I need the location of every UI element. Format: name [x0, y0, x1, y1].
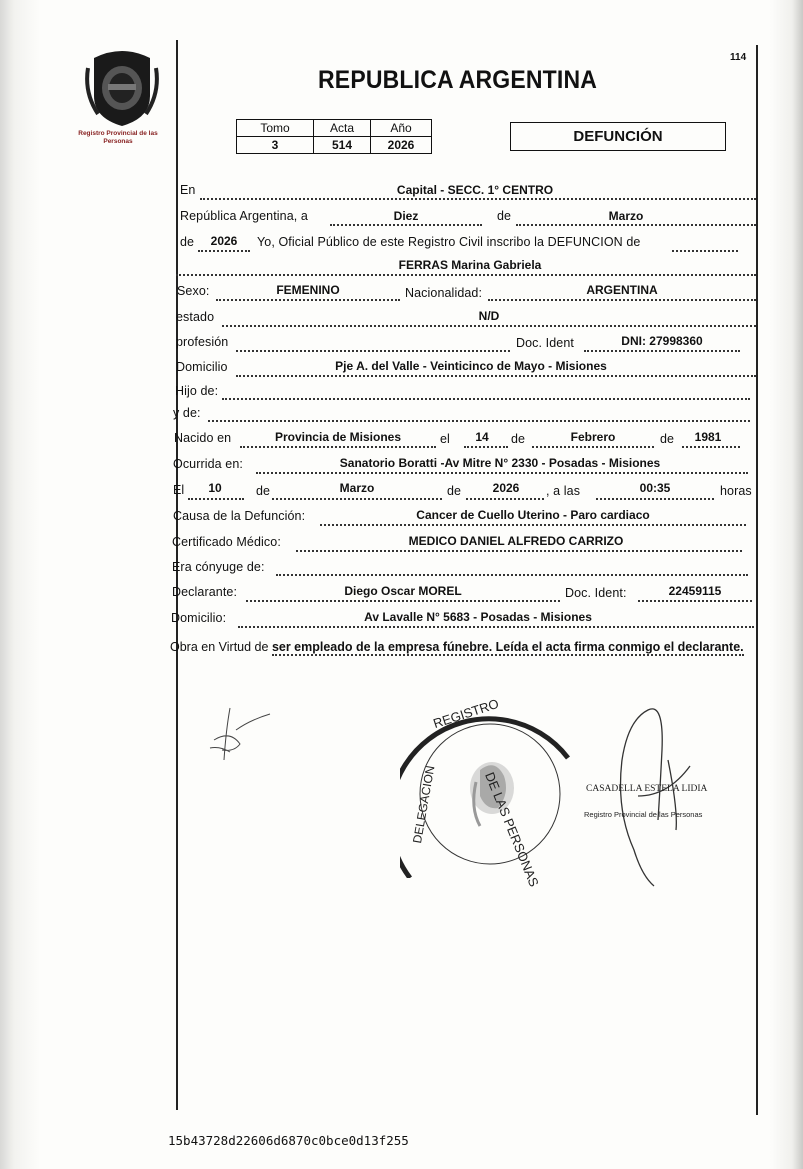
header-anio: Año [371, 120, 432, 137]
header-tomo: Tomo [237, 120, 314, 137]
value-nacido-en: Provincia de Misiones [274, 430, 402, 444]
value-declarante: Diego Oscar MOREL [344, 584, 462, 598]
dotted-line [216, 299, 400, 301]
label-profesion: profesión [176, 335, 229, 349]
label-hijo-de: Hijo de: [175, 384, 219, 398]
official-signature-icon [598, 700, 708, 890]
value-nombre: FERRAS Marina Gabriela [398, 258, 542, 272]
dotted-line [256, 472, 748, 474]
dotted-line [532, 446, 654, 448]
value-declarante-domicilio: Av Lavalle N° 5683 - Posadas - Misiones [364, 610, 592, 624]
value-def-mes: Marzo [339, 481, 375, 495]
dotted-line [222, 325, 756, 327]
label-de: de [497, 209, 512, 223]
stamp-top-text: REGISTRO [431, 695, 501, 732]
dotted-line [276, 574, 748, 576]
value-domicilio: Pje A. del Valle - Veinticinco de Mayo - Misiones [335, 359, 607, 373]
dotted-line [516, 224, 756, 226]
value-def-dia: 10 [208, 481, 222, 495]
dotted-line [638, 600, 752, 602]
value-acta: 514 [314, 137, 371, 154]
record-type-box: DEFUNCIÓN [510, 122, 726, 151]
dotted-line [464, 446, 508, 448]
provincial-emblem-icon [84, 48, 160, 128]
right-margin-line [756, 45, 758, 1115]
label-doc-ident: Doc. Ident: [565, 586, 627, 600]
dotted-line [236, 375, 756, 377]
document-hash: 15b43728d22606d6870c0bce0d13f255 [168, 1133, 409, 1148]
dotted-line [596, 498, 714, 500]
dotted-line [682, 446, 740, 448]
label-republica: República Argentina, a [180, 209, 308, 223]
label-domicilio: Domicilio: [171, 611, 227, 625]
label-de: de [447, 484, 462, 498]
dotted-line [488, 299, 756, 301]
dotted-line [320, 524, 746, 526]
dotted-line [236, 350, 510, 352]
label-declarante: Declarante: [172, 585, 238, 599]
label-de: de [180, 235, 195, 249]
label-certificado: Certificado Médico: [172, 535, 281, 549]
label-horas: horas [720, 484, 752, 498]
label-yo-oficial: Yo, Oficial Público de este Registro Civil inscribo la DEFUNCION de [257, 235, 641, 249]
label-conyuge: Era cónyuge de: [172, 560, 265, 574]
label-domicilio: Domicilio [176, 360, 228, 374]
dotted-line [246, 600, 560, 602]
value-sexo: FEMENINO [276, 283, 340, 297]
dotted-line [296, 550, 742, 552]
dotted-line [222, 398, 750, 400]
value-hora: 00:35 [639, 481, 671, 495]
value-anio: 2026 [210, 234, 238, 248]
value-doc-ident: DNI: 27998360 [621, 334, 703, 348]
dotted-line [176, 274, 756, 276]
value-dia: Diez [393, 209, 419, 223]
label-el: el [440, 432, 450, 446]
registry-name: Registro Provincial de las Personas [78, 130, 158, 145]
obra-en-virtud-paragraph [170, 638, 768, 657]
label-de: de [256, 484, 271, 498]
record-table [236, 119, 432, 154]
stamp-left-text: DELEGACION [410, 764, 438, 845]
value-certificado: MEDICO DANIEL ALFREDO CARRIZO [408, 534, 624, 548]
official-name: CASADELLA ESTELA LIDIA [586, 784, 708, 794]
label-de: de [660, 432, 675, 446]
left-margin-line [176, 40, 178, 1110]
value-nac-dia: 14 [475, 430, 489, 444]
value-estado: N/D [478, 309, 500, 323]
dotted-line [272, 498, 442, 500]
label-causa: Causa de la Defunción: [173, 509, 306, 523]
label-nacionalidad: Nacionalidad: [405, 286, 483, 300]
value-mes: Marzo [608, 209, 644, 223]
page-number: 114 [730, 52, 747, 63]
value-declarante-doc: 22459115 [668, 584, 722, 598]
value-obra-text: ser empleado de la empresa fúnebre. Leída el acta firma conmigo el declarante. [271, 640, 744, 654]
label-doc-ident: Doc. Ident [516, 336, 574, 350]
dotted-line [466, 498, 544, 500]
label-nacido-en: Nacido en [174, 431, 232, 445]
dotted-line [584, 350, 740, 352]
value-nacionalidad: ARGENTINA [586, 283, 658, 297]
value-def-anio: 2026 [492, 481, 520, 495]
label-obra-prefix: Obra en Virtud de [170, 640, 269, 654]
document-title: REPUBLICA ARGENTINA [318, 66, 598, 94]
label-estado: estado [176, 310, 215, 324]
dotted-line [208, 420, 750, 422]
label-a-las: , a las [546, 484, 581, 498]
dotted-line [330, 224, 482, 226]
label-y-de: y de: [173, 406, 201, 420]
official-role: Registro Provincial de las Personas [584, 810, 703, 819]
value-lugar: Capital - SECC. 1° CENTRO [396, 183, 554, 197]
value-tomo: 3 [237, 137, 314, 154]
dotted-line [198, 250, 250, 252]
label-en: En [180, 183, 196, 197]
value-ocurrida-en: Sanatorio Boratti -Av Mitre N° 2330 - Posadas - Misiones [339, 456, 661, 470]
value-nac-anio: 1981 [694, 430, 722, 444]
header-acta: Acta [314, 120, 371, 137]
dotted-line [238, 626, 754, 628]
label-el: El [173, 483, 185, 497]
declarant-signature-icon [200, 700, 280, 770]
value-anio: 2026 [371, 137, 432, 154]
label-sexo: Sexo: [177, 284, 210, 298]
dotted-line [672, 250, 738, 252]
stamp-right-text: DE LAS PERSONAS [482, 770, 542, 889]
dotted-line [240, 446, 436, 448]
label-ocurrida-en: Ocurrida en: [173, 457, 243, 471]
label-de: de [511, 432, 526, 446]
value-nac-mes: Febrero [570, 430, 616, 444]
value-causa: Cancer de Cuello Uterino - Paro cardiaco [416, 508, 650, 522]
dotted-line [200, 198, 756, 200]
dotted-line [188, 498, 244, 500]
